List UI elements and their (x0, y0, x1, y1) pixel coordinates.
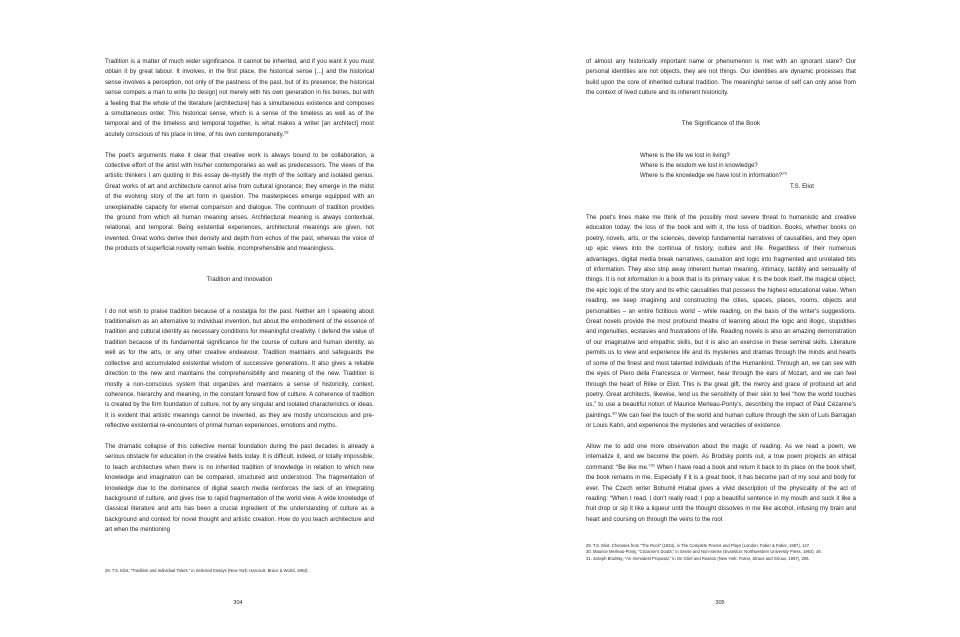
footnote: 30. Maurice Merleau-Ponty, “Cézanne's Doubt,” in Sense and Non-Sense (Evanston: Northwestern University Press, 1964), 48. (586, 549, 822, 555)
body-paragraph: of almost any historically important name or phenomenon is met with an ignorant stare? Our personal identities are not objects, they are not things. Our identities are dynamic processes that build upon the core of inherited cultural tradition. The meaningful sense of self can only arise from the context of lived culture and its inherent historicity. (586, 59, 856, 97)
poem-line: Where is the life we lost in living? (640, 152, 730, 159)
poem-line: Where is the knowledge we have lost in information?$^{29}$ (640, 170, 787, 180)
poem-attribution: T.S. Eliot (789, 183, 814, 190)
footnote: 28. T.S. Eliot, “Tradition and Individual Talent,” in Selected Essays (New York: Harcourt, Brace & World, 1964). (105, 568, 309, 573)
right-footnotes (586, 543, 886, 562)
quote-paragraph: Tradition is a matter of much wider significance. It cannot be inherited, and if you want it you must obtain it by great labour. It involves, in the first place, the historical sense [...] and the historical sense involves a perception, not only of the pastness of the past, but of its presence; the historical sense compels a man to write [to design] not merely with his own generation in his bones, but with a feeling that the whole of the literature [architecture] has a simultaneous existence and composes a simultaneous order. This historical sense, which is a sense of the timeless as well as of the temporal and of the timeless and temporal together, is what makes a writer [an architect] most acutely conscious of his place in time, of his own contemporaneity.$^{28}$ (105, 59, 374, 138)
poem-epigraph (586, 151, 856, 193)
section-heading: Tradition and Innovation (206, 276, 273, 284)
page-number: 305 (715, 600, 725, 606)
right-page (480, 0, 960, 637)
footnote-ref[interactable]: 28 (284, 129, 289, 135)
footnote: 29. T.S. Eliot, Choruses from “The Rock” (1934), in The Complete Poems and Plays (London: Faber & Faber, 1987), 147. (586, 543, 811, 548)
left-footnotes (105, 568, 405, 574)
left-text-column (105, 57, 374, 546)
footnote-ref[interactable]: 30 (612, 410, 617, 416)
section-heading: The Significance of the Book (681, 120, 761, 128)
right-text-column (586, 57, 856, 536)
body-paragraph: Allow me to add one more observation about the magic of reading. As we read a poem, we internalize it, and we become the poem. As Brodsky points out, a true poem projects an ethical command: “Be like me.”$^{31}$ When I have read a book and return it back to its place on the book shelf, the book remains in me. Especially if it is a great book, it has become part of my soul and body for ever. The Czech writer Bohumil Hrabal gives a vivid description of the physicality of the act of reading: “When I read, I don't really read; I pop a beautiful sentence in my mouth and suck it like a fruit drop or sip it like a liqueur until the thought dissolves in me like alcohol, infusing my brain and heart and coursing on through the veins to the root (586, 443, 856, 523)
body-paragraph: I do not wish to praise tradition because of a nostalgia for the past. Neither am I speaking about traditionalism as an alternative to individual invention, but about the embodiment of the essence of tradition and cultural identity as necessary conditions for meaningful creativity. I defend the value of tradition because of its fundamental significance for the course of culture and human identity, as well as for the arts, or any other creative endeavour. Tradition maintains and safeguards the collective and accumulated existential wisdom of successive generations. It also gives a reliable direction to the new and maintains the comprehensibility and meaning of the new. Tradition is mostly a non-conscious system that organizes and maintains a sense of historicity, context, coherence, hierarchy and meaning, in the constant forward flow of culture. A coherence of tradition is created by the firm foundation of culture, not by any singular and isolated characteristics or ideas. It is evident that artistic meanings cannot be invented, as they are mostly unconscious and pre-reflective existential re-encounters of primal human experiences, emotions and myths. (105, 308, 374, 430)
body-paragraph: The poet's arguments make it clear that creative work is always bound to be collaboration, a collective effort of the artist with his/her contemporaries as well as predecessors. The views of the artistic thinkers I am quoting in this essay de-mystify the myth of the solitary and isolated genius. Great works of art and architecture cannot arise from cultural ignorance; they emerge in the midst of the evolving story of the art form in question. The masterpieces emerge equipped with an unexplainable capacity for eternal comparison and dialogue. The continuum of tradition provides the ground from which all human meaning arises. Architectural meaning is always contextual, relational, and temporal. Being existential experiences, architectural meanings are given, not invented. Great works derive their density and depth from echos of the past, whereas the voice of the products of superficial novelty remain feeble, incomprehensible and meaningless. (105, 152, 374, 253)
footnote-ref[interactable]: 31 (650, 462, 656, 468)
footnote-ref[interactable]: 29 (782, 170, 787, 176)
page-number: 304 (233, 600, 243, 606)
body-paragraph: The dramatic collapse of this collective mental foundation during the past decades is already a serious obstacle for education in the creative fields today. It is difficult, indeed, or totally impossible, to teach architecture when there is no inherited tradition of knowledge in relation to which new knowledge and imagination can be compared, structured and understood. The fragmentation of knowledge due to the dominance of digital search media reinforces the lack of an integrating background of culture, and gives rise to rapid fragmentation of the world view. A wide knowledge of classical literature and arts has been a crucial ingredient of the understanding of culture as a background and context for novel thought and artistic creation. How do you teach architecture and art when the mentioning (105, 443, 374, 534)
poem-line: Where is the wisdom we lost in knowledge? (640, 163, 758, 169)
footnote: 31. Joseph Brodsky, “An Immodest Proposal,” in On Grief and Reason (New York: Farrar, Straus and Giroux, 1997), 206. (586, 555, 810, 561)
body-paragraph: The poet's lines make me think of the possibly most severe threat to humanistic and creative education today: the loss of the book and with it, the loss of tradition. Books, whether books on poetry, novels, arts, or the sciences, develop fundamental narratives of causalities, and they open up epic views into the continua of history, culture and life. Regardless of their numerous advantages, digital media break narratives, causation and logic into fragmented and unrelated bits of information. They also strip away inherent human meaning, intimacy, tactility and sensuality of things. It is not information in a book that is its primary value; it is the book itself, the magical object, the epic logic of the story and its ethic causalities that possess the highest educational value. When reading, we keep imagining and constructing the cities, spaces, places, rooms, objects and personalities – an entire fictitious world – while reading, on the basis of the writer's suggestions. Great novels provide the most profound theatre of learning about the logic and illogic, stupidities and ingenuities, ecstasies and frustrations of life. Reading novels is also an amazing demonstration of our imaginative and empathic skills, but it is also an exercise in these seminal skills. Literature permits us to view and experience life and its mysteries and dramas through the minds and hearts of some of the finest and most talented individuals of the Humankind. Through art, we can see with the eyes of Piero della Francesca or Vermeer, hear through the ears of Mozart, and we can feel through the heart of Rilke or Eliot. This is the great gift, the mercy and grace of profound art and poetry. Great architects, likewise, lend us the sensitivity of their skin to feel “how the world touches us,” to use a beautiful notion of Maurice Merleau-Ponty's, describing the impact of Paul Cézanne's paintings.$^{30}$ We can feel the touch of the world and human culture through the skin of Luis Barragan or Louis Kahn, and experience the mysteries and veracities of existence. (586, 215, 856, 430)
